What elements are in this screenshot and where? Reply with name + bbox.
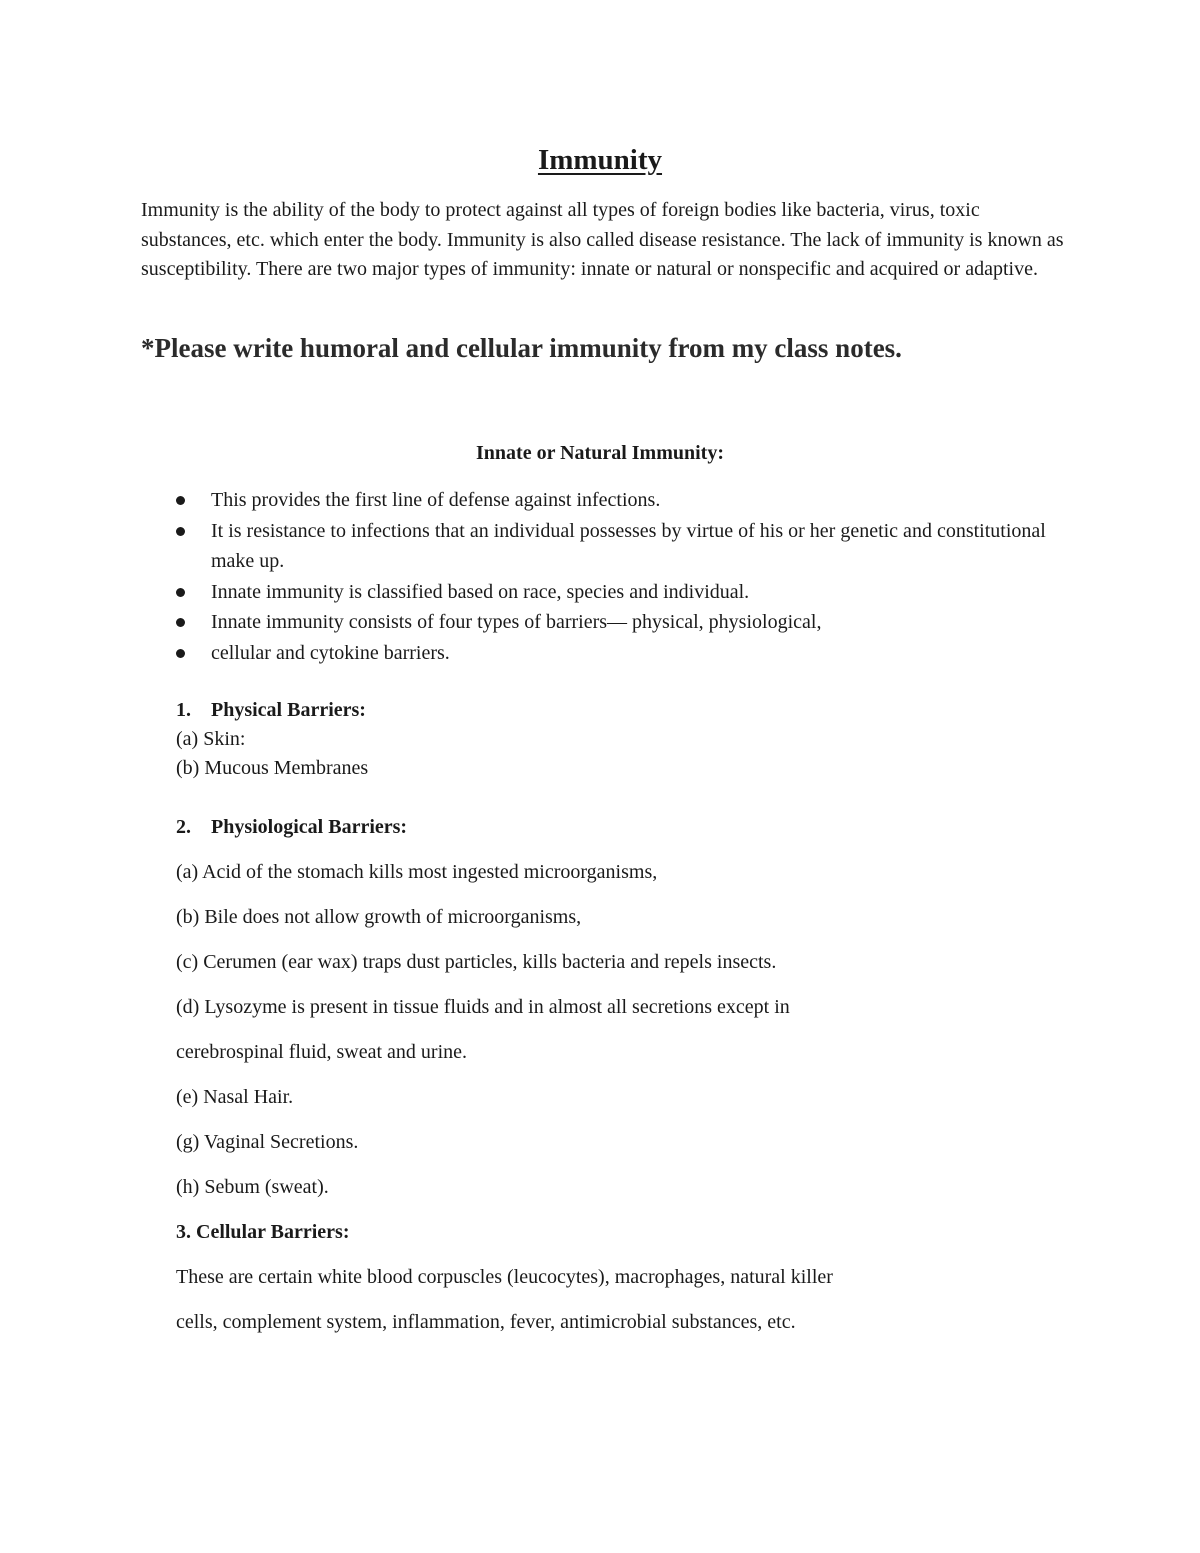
list-item: (g) Vaginal Secretions. <box>176 1131 359 1153</box>
list-item: (e) Nasal Hair. <box>176 1086 294 1108</box>
cellular-barriers-heading: 3. Cellular Barriers: <box>176 1221 350 1243</box>
section-number: 1. <box>176 699 191 721</box>
list-item: (a) Acid of the stomach kills most ingested microorganisms, <box>176 861 658 883</box>
list-item: (a) Skin: <box>176 728 246 750</box>
cellular-barriers-text: These are certain white blood corpuscles (leucocytes), macrophages, natural killer <box>176 1266 833 1288</box>
innate-immunity-heading: Innate or Natural Immunity: <box>476 442 724 464</box>
cellular-barriers-text: cells, complement system, inflammation, fever, antimicrobial substances, etc. <box>176 1311 796 1333</box>
list-item: (h) Sebum (sweat). <box>176 1176 329 1198</box>
bullet-icon <box>176 649 185 658</box>
list-item: Innate immunity is classified based on race, species and individual. <box>176 577 1076 608</box>
class-notes-note: *Please write humoral and cellular immunity from my class notes. <box>141 333 902 363</box>
list-item: This provides the first line of defense against infections. <box>176 485 1076 516</box>
physical-barriers-heading <box>176 696 368 725</box>
physiological-barriers-list <box>176 850 833 1345</box>
list-item: It is resistance to infections that an individual possesses by virtue of his or her genetic and constitutional make up. <box>176 516 1076 577</box>
intro-paragraph: Immunity is the ability of the body to protect against all types of foreign bodies like bacteria, virus, toxic substances, etc. which enter the body. Immunity is also called disease resistance. The lack of immunity is known as susceptibility. There are two major types of immunity: innate or natural or nonspecific and acquired or adaptive. <box>141 199 1064 280</box>
section-title: Physical Barriers: <box>211 699 366 721</box>
section-title: Physiological Barriers: <box>211 816 408 838</box>
bullet-icon <box>176 527 185 536</box>
bullet-icon <box>176 618 185 627</box>
page-title: Immunity <box>537 144 663 176</box>
list-item: (b) Mucous Membranes <box>176 757 369 779</box>
innate-immunity-list <box>176 485 1076 668</box>
section-number: 2. <box>176 816 191 838</box>
bullet-icon <box>176 496 185 505</box>
list-item: (c) Cerumen (ear wax) traps dust particles, kills bacteria and repels insects. <box>176 951 777 973</box>
physiological-barriers-heading <box>176 813 407 842</box>
list-item: (b) Bile does not allow growth of microorganisms, <box>176 906 582 928</box>
list-item: cerebrospinal fluid, sweat and urine. <box>176 1041 468 1063</box>
list-item: cellular and cytokine barriers. <box>176 638 1076 669</box>
physiological-barriers-section <box>176 813 407 842</box>
bullet-icon <box>176 588 185 597</box>
list-item: (d) Lysozyme is present in tissue fluids and in almost all secretions except in <box>176 996 790 1018</box>
physical-barriers-section <box>176 696 368 783</box>
list-item: Innate immunity consists of four types of barriers— physical, physiological, <box>176 607 1076 638</box>
